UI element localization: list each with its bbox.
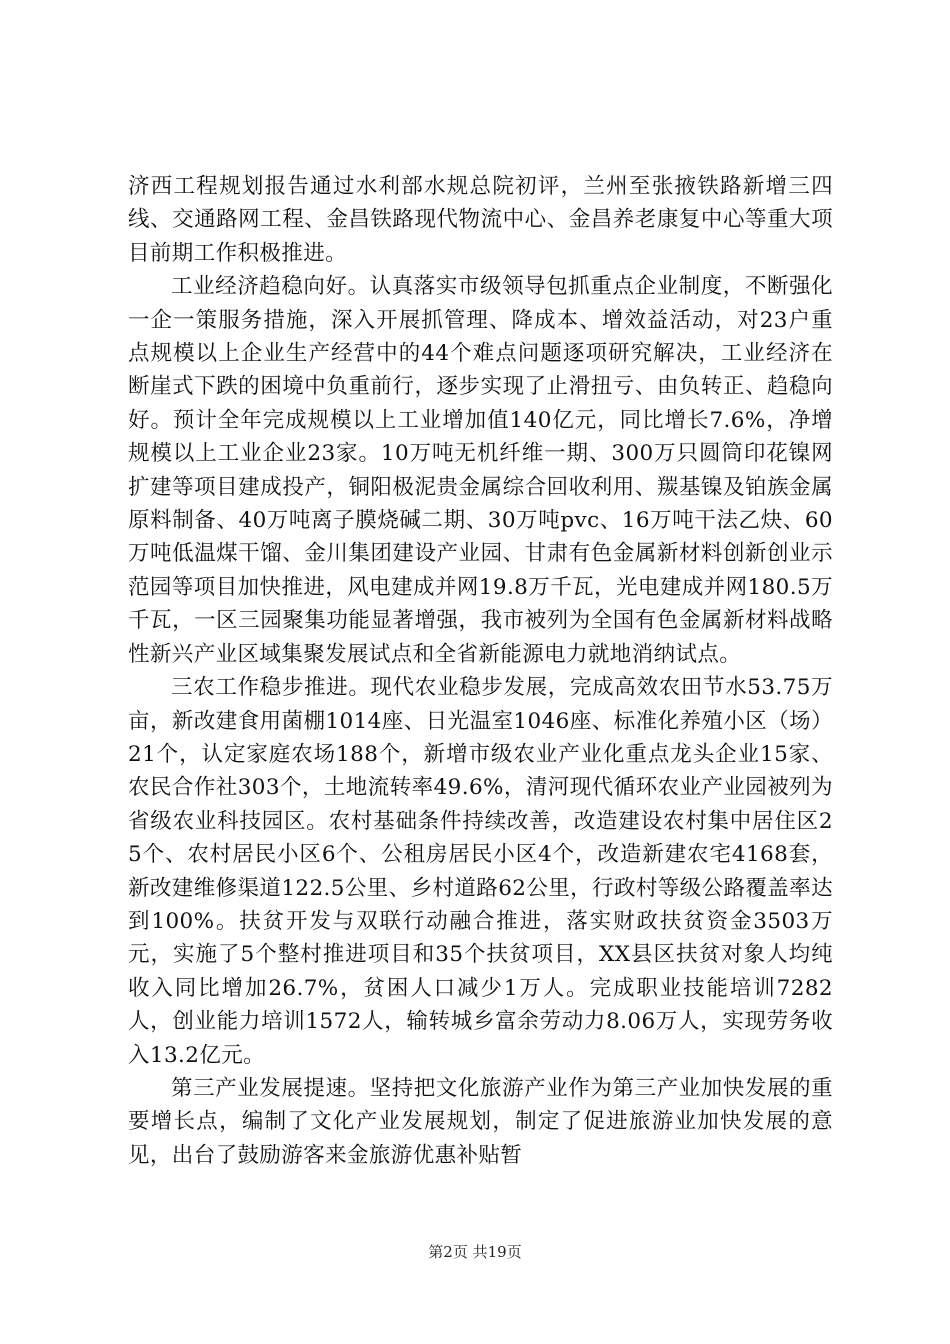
paragraph-tertiary-industry: 第三产业发展提速。坚持把文化旅游产业作为第三产业加快发展的重要增长点，编制了文化产业发展规划，制定了促进旅游业加快发展的意见，出台了鼓励游客来金旅游优惠补贴暂	[128, 1075, 833, 1168]
document-body	[128, 170, 833, 1172]
paragraph-agriculture: 三农工作稳步推进。现代农业稳步发展，完成高效农田节水53.75万亩，新改建食用菌棚1014座、日光温室1046座、标准化养殖小区（场）21个，认定家庭农场188个，新增市级农业产业化重点龙头企业15家、农民合作社303个，土地流转率49.6%，清河现代循环农业产业园被列为省级农业科技园区。农村基础条件持续改善，改造建设农村集中居住区25个、农村居民小区6个、公租房居民小区4个，改造新建农宅4168套，新改建维修渠道122.5公里、乡村道路62公里，行政村等级公路覆盖率达到100%。扶贫开发与双联行动融合推进，落实财政扶贫资金3503万元，实施了5个整村推进项目和35个扶贫项目，XX县区扶贫对象人均纯收入同比增加26.7%，贫困人口减少1万人。完成职业技能培训7282人，创业能力培训1572人，输转城乡富余劳动力8.06万人，实现劳务收入13.2亿元。	[128, 675, 833, 1068]
paragraph-industrial-economy: 工业经济趋稳向好。认真落实市级领导包抓重点企业制度，不断强化一企一策服务措施，深入开展抓管理、降成本、增效益活动，对23户重点规模以上企业生产经营中的44个难点问题逐项研究解决，工业经济在断崖式下跌的困境中负重前行，逐步实现了止滑扭亏、由负转正、趋稳向好。预计全年完成规模以上工业增加值140亿元，同比增长7.6%，净增规模以上工业企业23家。10万吨无机纤维一期、300万只圆筒印花镍网扩建等项目建成投产，铜阳极泥贵金属综合回收利用、羰基镍及铂族金属原料制备、40万吨离子膜烧碱二期、30万吨pvc、16万吨干法乙炔、60万吨低温煤干馏、金川集团建设产业园、甘肃有色金属新材料创新创业示范园等项目加快推进，风电建成并网19.8万千瓦，光电建成并网180.5万千瓦，一区三园聚集功能显著增强，我市被列为全国有色金属新材料战略性新兴产业区域集聚发展试点和全省新能源电力就地消纳试点。	[128, 274, 833, 667]
paragraph-project-progress: 济西工程规划报告通过水利部水规总院初评，兰州至张掖铁路新增三四线、交通路网工程、金昌铁路现代物流中心、金昌养老康复中心等重大项目前期工作积极推进。	[128, 174, 833, 266]
page-footer: 第2页 共19页	[428, 1243, 522, 1261]
